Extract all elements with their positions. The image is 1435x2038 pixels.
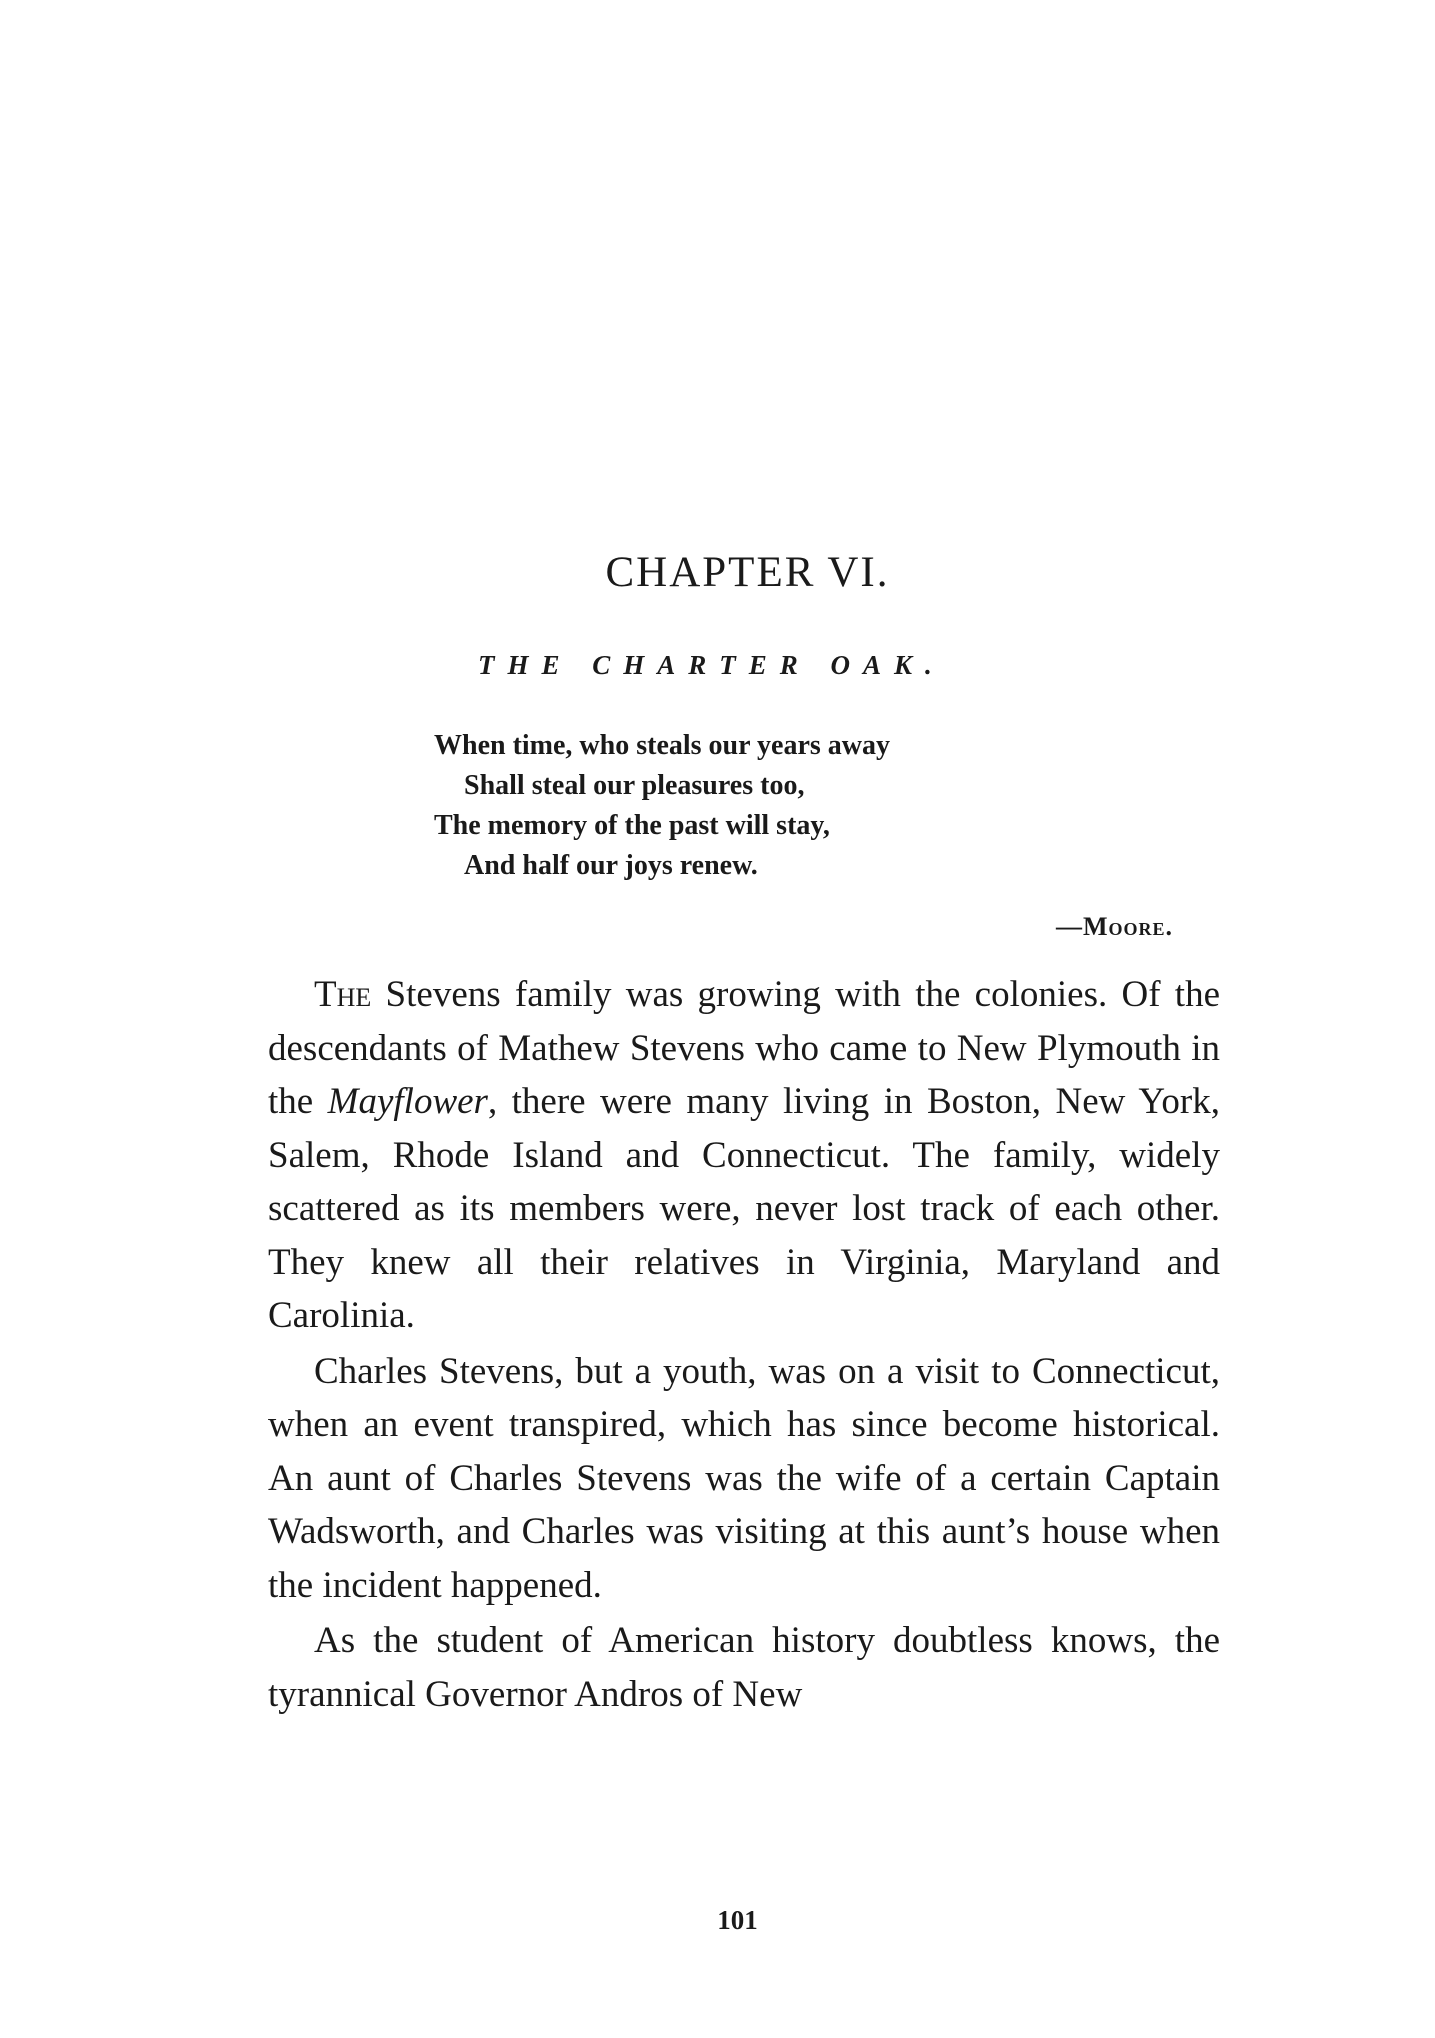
paragraph-text: , there were many living in Boston, New York, Salem, Rhode Island and Connecticut. The family, widely scattered as its members were, never lost track of each other. They knew all their relatives in Virginia, Maryland and Carolinia. [268,1081,1220,1336]
poem-line: When time, who steals our years away [434,730,891,761]
ship-name: Mayflower [327,1081,488,1122]
paragraph-lead-word: The [314,974,372,1015]
paragraph: As the student of American history doubtless knows, the tyrannical Governor Andros of New [268,1620,1220,1715]
paragraph-text: Stevens family was growing with the colonies. Of the descendants of Mathew Stevens who came to New Plymouth in the [268,974,1220,1122]
epigraph-poem [434,726,890,886]
chapter-subtitle: THE CHARTER OAK. [478,650,945,680]
poem-line: Shall steal our pleasures too, [464,770,805,801]
epigraph-author: —Moore. [1055,912,1173,941]
poem-line: The memory of the past will stay, [434,810,830,841]
chapter-body [268,968,1220,1723]
poem-line: And half our joys renew. [464,850,758,881]
chapter-heading-text: CHAPTER VI. [605,549,890,596]
chapter-heading [0,548,1435,597]
page-number: 101 [717,1905,758,1935]
paragraph: Charles Stevens, but a youth, was on a visit to Connecticut, when an event transpired, which has since become historical. An aunt of Charles Stevens was the wife of a certain Captain Wadsworth, and Charles was visiting at this aunt’s house when the incident happened. [268,1350,1220,1606]
paragraph [268,968,1220,1343]
